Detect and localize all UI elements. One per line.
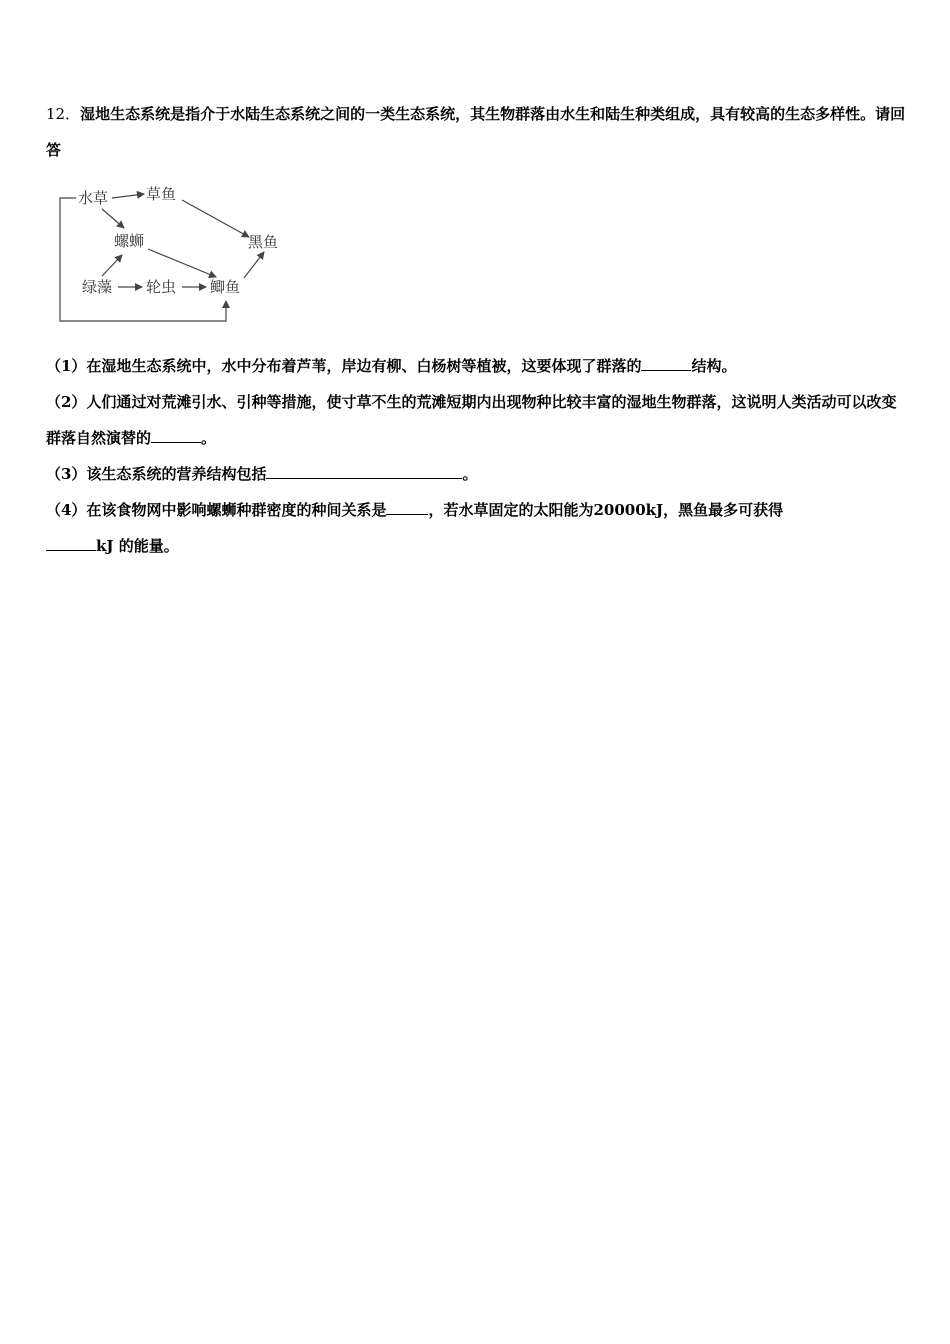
node-shuicao: 水草 (78, 189, 109, 207)
answer-blank-1[interactable] (641, 354, 691, 371)
edge-luosi-jiyu (148, 249, 216, 277)
node-lvzao: 绿藻 (82, 278, 113, 296)
node-luosi: 螺蛳 (114, 232, 145, 250)
question-number: 12． (46, 105, 81, 123)
edge-shuicao-luosi (102, 209, 124, 228)
subquestion-2-text: （2）人们通过对荒滩引水、引种等措施，使寸草不生的荒滩短期内出现物种比较丰富的湿地生物群落，这说明人类活动可以改变群落自然演替的 (46, 393, 897, 447)
edge-shuicao-jiyu (60, 198, 226, 321)
question-stem-text: 湿地生态系统是指介于水陆生态系统之间的一类生态系统，其生物群落由水生和陆生种类组成，具有较高的生态多样性。请回答 (46, 105, 906, 159)
subquestion-2 (46, 384, 908, 456)
subquestion-3-text: （3）该生态系统的营养结构包括 (46, 465, 267, 483)
answer-blank-2[interactable] (151, 426, 201, 443)
answer-blank-4b[interactable] (46, 534, 96, 551)
subquestion-4-text: （4）在该食物网中影响螺蛳种群密度的种间关系是 (46, 501, 387, 519)
food-web-diagram (56, 180, 296, 328)
node-lunchong: 轮虫 (146, 278, 177, 296)
question-12 (46, 96, 908, 168)
question-stem (46, 96, 908, 168)
answer-blank-3[interactable] (266, 462, 462, 479)
answer-blank-4a[interactable] (386, 498, 428, 515)
subquestion-4-middle: ，若水草固定的太阳能为20000kJ，黑鱼最多可获得 (428, 501, 784, 519)
node-heiyu: 黑鱼 (248, 233, 279, 251)
subquestion-4-tail: kJ 的能量。 (96, 537, 179, 555)
subquestions (46, 348, 908, 564)
node-jiyu: 鲫鱼 (210, 278, 241, 296)
subquestion-1 (46, 348, 908, 384)
edge-caoyu-heiyu (182, 200, 249, 237)
subquestion-1-tail: 结构。 (691, 357, 737, 375)
edge-shuicao-caoyu (112, 194, 144, 198)
subquestion-4 (46, 492, 908, 564)
edge-jiyu-heiyu (244, 252, 264, 278)
subquestion-2-tail: 。 (201, 429, 217, 447)
edge-lvzao-luosi (102, 255, 122, 276)
node-caoyu: 草鱼 (146, 185, 177, 203)
subquestion-1-text: （1）在湿地生态系统中，水中分布着芦苇，岸边有柳、白杨树等植被，这要体现了群落的 (46, 357, 642, 375)
subquestion-3 (46, 456, 908, 492)
subquestion-3-tail: 。 (462, 465, 478, 483)
food-web-svg (56, 180, 296, 328)
